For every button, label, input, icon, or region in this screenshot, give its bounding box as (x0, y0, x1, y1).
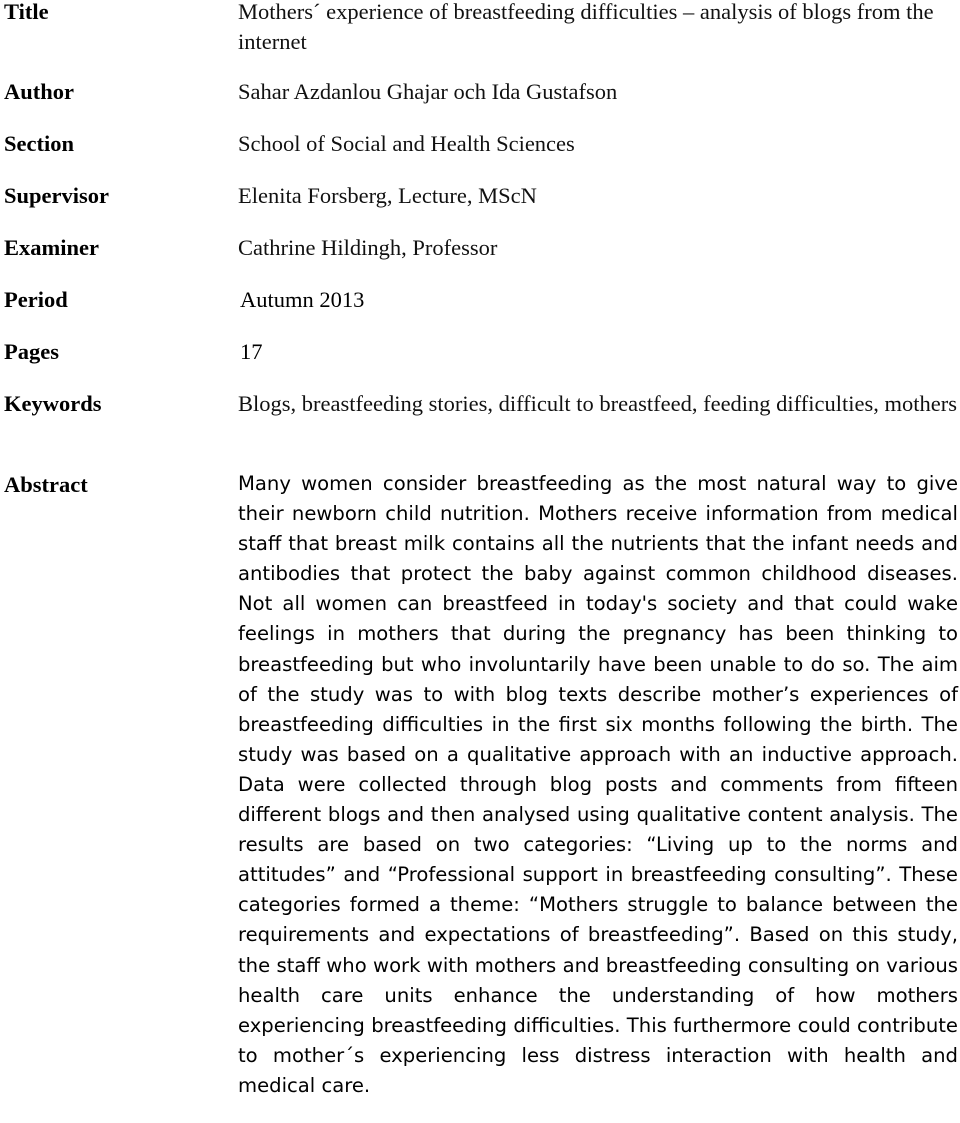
section-value: School of Social and Health Sciences (238, 131, 575, 156)
supervisor-value: Elenita Forsberg, Lecture, MScN (238, 183, 537, 208)
examiner-label: Examiner (4, 235, 99, 260)
author-value: Sahar Azdanlou Ghajar och Ida Gustafson (238, 79, 618, 104)
pages-label: Pages (4, 339, 59, 364)
abstract-text: Many women consider breastfeeding as the most natural way to give their newborn child nutrition. Mothers receive information from medical staff that breast milk contains all the nutrients that the infant needs and antibodies that protect the baby against common childhood diseases. Not all women can breastfeed in today's society and that could wake feelings in mothers that during the pregnancy has been thinking to breastfeeding but who involuntarily have been unable to do so. The aim of the study was to with blog texts describe mother’s experiences of breastfeeding difficulties in the first six months following the birth. The study was based on a qualitative approach with an inductive approach. Data were collected through blog posts and comments from fifteen different blogs and then analysed using qualitative content analysis. The results are based on two categories: “Living up to the norms and attitudes” and “Professional support in breastfeeding consulting”. These categories formed a theme: “Mothers struggle to balance between the requirements and expectations of breastfeeding”. Based on this study, the staff who work with mothers and breastfeeding consulting on various health care units enhance the understanding of how mothers experiencing breastfeeding difficulties. This furthermore could contribute to mother´s experiencing less distress interaction with health and medical care. (238, 472, 958, 1097)
author-label: Author (4, 79, 75, 104)
title-label: Title (4, 0, 49, 24)
keywords-label: Keywords (4, 391, 102, 416)
keywords-value: Blogs, breastfeeding stories, difficult to breastfeed, feeding difficulties, mothers (238, 391, 957, 416)
examiner-value: Cathrine Hildingh, Professor (238, 235, 498, 260)
supervisor-label: Supervisor (4, 183, 110, 208)
pages-value: 17 (240, 339, 263, 364)
period-label: Period (4, 287, 68, 312)
abstract-label: Abstract (4, 472, 88, 497)
title-value: Mothers´ experience of breastfeeding difficulties – analysis of blogs from the internet (238, 0, 934, 54)
period-value: Autumn 2013 (240, 287, 365, 312)
section-label: Section (4, 131, 74, 156)
